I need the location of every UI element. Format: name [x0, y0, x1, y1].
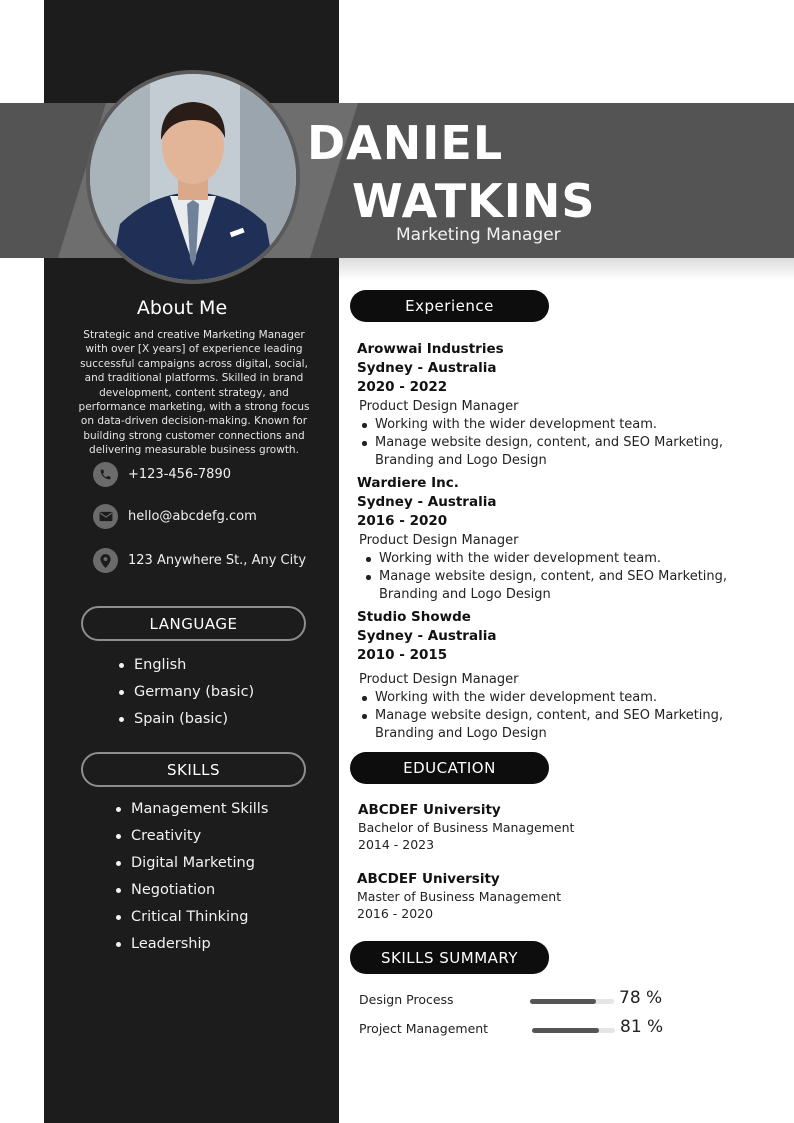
list-item: Leadership: [113, 931, 268, 958]
list-item: Manage website design, content, and SEO Marketing, Branding and Logo Design: [375, 707, 735, 743]
list-item: Digital Marketing: [113, 850, 268, 877]
list-item: Spain (basic): [116, 706, 254, 733]
school-name: ABCDEF University: [358, 802, 501, 818]
about-title: About Me: [136, 297, 228, 319]
job-location: Sydney - Australia: [357, 628, 497, 644]
job-years: 2010 - 2015: [357, 647, 448, 663]
last-name: WATKINS: [352, 174, 596, 228]
skill-summary-row: [359, 1018, 679, 1040]
contact-email: [93, 504, 257, 529]
list-item: Critical Thinking: [113, 904, 268, 931]
skill-bar-fill: [532, 1028, 599, 1033]
contact-address: [93, 548, 306, 573]
list-item: English: [116, 652, 254, 679]
list-item: Working with the wider development team.: [379, 550, 777, 568]
list-item: Management Skills: [113, 796, 268, 823]
job-location: Sydney - Australia: [357, 494, 497, 510]
about-text: Strategic and creative Marketing Manager with over [X years] of experience leading successful campaigns across digital, social, and traditional platforms. Skilled in brand development, content strategy, and performance marketing, with a strong focus on data-driven decision-making. Known for building strong customer connections and delivering measurable business growth.: [78, 329, 310, 457]
skills-list: [113, 796, 268, 958]
skill-label: Project Management: [359, 1021, 489, 1036]
education-entry: [357, 870, 757, 922]
skills-heading: SKILLS: [81, 752, 306, 787]
job-role: Product Design Manager: [359, 533, 519, 548]
job-title: Marketing Manager: [396, 225, 561, 245]
portrait-illustration: [90, 74, 296, 280]
degree: Master of Business Management: [357, 889, 562, 904]
mail-icon: [93, 504, 118, 529]
list-item: Manage website design, content, and SEO Marketing, Branding and Logo Design: [375, 434, 735, 470]
list-item: Working with the wider development team.: [375, 689, 777, 707]
phone-icon: [93, 462, 118, 487]
experience-entry: [357, 474, 777, 604]
contact-phone: [93, 462, 231, 487]
language-heading: LANGUAGE: [81, 606, 306, 641]
first-name: DANIEL: [307, 116, 504, 170]
skill-bar-track: [530, 999, 614, 1004]
skill-bar-track: [532, 1028, 615, 1033]
job-bullets: [375, 689, 777, 743]
list-item: Working with the wider development team.: [375, 416, 777, 434]
job-role: Product Design Manager: [359, 672, 519, 687]
email-text: hello@abcdefg.com: [128, 509, 257, 524]
skill-percent: 78 %: [619, 988, 663, 1008]
education-years: 2016 - 2020: [357, 906, 434, 921]
skills-summary-heading: SKILLS SUMMARY: [350, 941, 549, 974]
company-name: Arowwai Industries: [357, 341, 504, 357]
education-years: 2014 - 2023: [358, 837, 435, 852]
job-location: Sydney - Australia: [357, 360, 497, 376]
job-bullets: [375, 416, 777, 470]
experience-entry: [357, 340, 777, 470]
job-years: 2020 - 2022: [357, 379, 448, 395]
skill-label: Design Process: [359, 992, 454, 1007]
school-name: ABCDEF University: [357, 871, 500, 887]
job-years: 2016 - 2020: [357, 513, 448, 529]
job-role: Product Design Manager: [359, 399, 519, 414]
list-item: Negotiation: [113, 877, 268, 904]
list-item: Creativity: [113, 823, 268, 850]
experience-entry: [357, 608, 777, 743]
experience-heading: Experience: [350, 290, 549, 322]
language-list: [116, 652, 254, 733]
list-item: Manage website design, content, and SEO Marketing, Branding and Logo Design: [379, 568, 739, 604]
company-name: Wardiere Inc.: [357, 475, 459, 491]
list-item: Germany (basic): [116, 679, 254, 706]
company-name: Studio Showde: [357, 609, 471, 625]
education-heading: EDUCATION: [350, 752, 549, 784]
degree: Bachelor of Business Management: [358, 820, 575, 835]
skill-summary-row: [359, 989, 679, 1011]
phone-text: +123-456-7890: [128, 467, 231, 482]
skill-bar-fill: [530, 999, 596, 1004]
banner-shadow: [339, 258, 794, 280]
job-bullets: [379, 550, 777, 604]
location-pin-icon: [93, 548, 118, 573]
skill-percent: 81 %: [620, 1017, 664, 1037]
address-text: 123 Anywhere St., Any City: [128, 553, 307, 568]
profile-photo: [86, 70, 300, 284]
education-entry: [358, 801, 758, 853]
